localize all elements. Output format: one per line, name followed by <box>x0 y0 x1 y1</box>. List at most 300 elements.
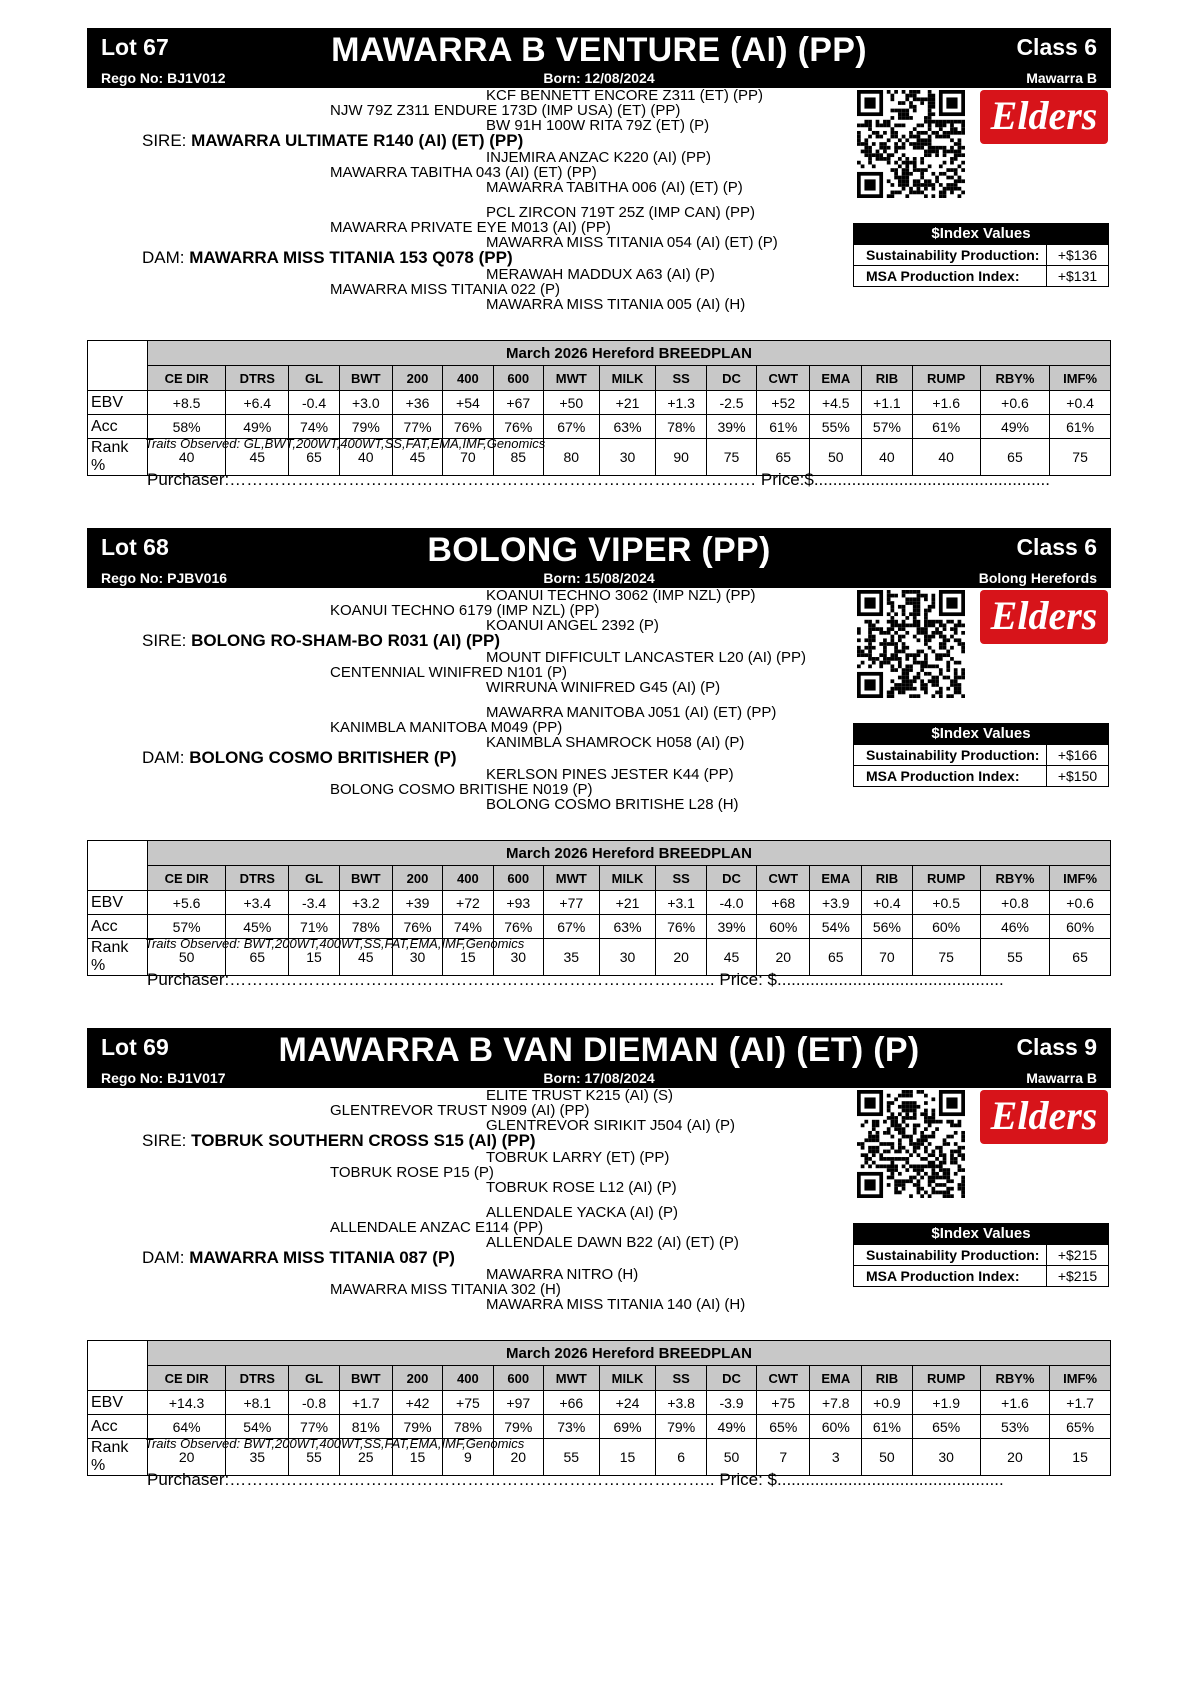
purchaser-price-line: Purchaser:………………………………………………………………………………… Price:$.................................................. <box>147 470 1050 489</box>
row-label-acc: Acc <box>88 415 148 439</box>
table-cell: +3.1 <box>656 891 706 915</box>
breedplan-title: March 2026 Hereford BREEDPLAN <box>148 1341 1111 1366</box>
trait-header: RIB <box>862 1366 912 1391</box>
table-cell: 15 <box>1050 1439 1111 1476</box>
table-cell: 50 <box>810 439 862 476</box>
sire-label: SIRE: <box>142 1131 187 1150</box>
table-cell: +4.5 <box>810 391 862 415</box>
table-cell: 65% <box>757 1415 810 1439</box>
table-cell: -0.4 <box>289 391 339 415</box>
table-cell: 90 <box>656 439 706 476</box>
table-cell: 77% <box>289 1415 339 1439</box>
dam-line <box>142 250 513 266</box>
trait-header: RBY% <box>980 866 1049 891</box>
pedigree-dam-sire-dam: KANIMBLA SHAMROCK H058 (AI) (P) <box>486 734 745 751</box>
sire-label: SIRE: <box>142 131 187 150</box>
rego-number: Rego No: BJ1V017 <box>101 1070 226 1086</box>
dam-line <box>142 750 457 766</box>
table-cell: 70 <box>443 439 493 476</box>
table-cell: 53% <box>980 1415 1049 1439</box>
table-cell: +97 <box>493 1391 543 1415</box>
dam-name: MAWARRA MISS TITANIA 153 Q078 (PP) <box>189 248 513 267</box>
table-cell: +39 <box>392 891 442 915</box>
table-cell: +3.9 <box>810 891 862 915</box>
table-cell: 39% <box>706 415 756 439</box>
table-cell: +77 <box>543 891 599 915</box>
table-cell: 57% <box>862 415 912 439</box>
table-cell: 40 <box>862 439 912 476</box>
trait-header: CWT <box>757 1366 810 1391</box>
table-cell: +0.8 <box>980 891 1049 915</box>
table-cell: 76% <box>493 415 543 439</box>
trait-header: DTRS <box>226 1366 289 1391</box>
table-cell: 49% <box>226 415 289 439</box>
table-cell: 65% <box>912 1415 980 1439</box>
purchaser-price-line: Purchaser:………………………………………………………………………….. Price: $................................................ <box>147 1470 1004 1489</box>
table-cell: 20 <box>656 939 706 976</box>
table-cell: +1.7 <box>1050 1391 1111 1415</box>
table-cell: +1.7 <box>339 1391 392 1415</box>
sire-line <box>142 1133 536 1149</box>
table-cell: 55 <box>289 1439 339 1476</box>
trait-header: 600 <box>493 1366 543 1391</box>
table-cell: +54 <box>443 391 493 415</box>
animal-name: BOLONG VIPER (PP) <box>427 531 771 569</box>
trait-header: EMA <box>810 866 862 891</box>
table-cell: 45 <box>392 439 442 476</box>
table-cell: 76% <box>392 915 442 939</box>
msa-label: MSA Production Index: <box>854 266 1047 286</box>
table-cell: 74% <box>289 415 339 439</box>
pedigree-sire-dam-dam: TOBRUK ROSE L12 (AI) (P) <box>486 1179 677 1196</box>
index-values-box <box>853 1223 1109 1287</box>
pedigree-dam-dam-dam: MAWARRA MISS TITANIA 005 (AI) (H) <box>486 296 746 313</box>
table-cell: 65 <box>289 439 339 476</box>
index-values-box <box>853 723 1109 787</box>
trait-header: CWT <box>757 366 810 391</box>
lot-header <box>87 1028 1111 1088</box>
table-cell: 45 <box>226 439 289 476</box>
sustainability-label: Sustainability Production: <box>854 245 1047 265</box>
table-cell: 49% <box>706 1415 756 1439</box>
table-cell: +21 <box>599 891 656 915</box>
lot-subheader <box>87 1068 1111 1088</box>
birth-date: Born: 17/08/2024 <box>543 1070 655 1086</box>
breedplan-table <box>87 840 1111 976</box>
table-cell: 67% <box>543 415 599 439</box>
table-cell: 15 <box>443 939 493 976</box>
birth-date: Born: 15/08/2024 <box>543 570 655 586</box>
pedigree-dam-sire: KANIMBLA MANITOBA M049 (PP) <box>330 719 563 736</box>
table-cell: 71% <box>289 915 339 939</box>
lot-number: Lot 67 <box>101 34 169 60</box>
elders-logo: Elders <box>980 590 1108 644</box>
dam-label: DAM: <box>142 748 185 767</box>
table-cell: +1.6 <box>980 1391 1049 1415</box>
index-values-title: $Index Values <box>854 1224 1108 1244</box>
sire-name: TOBRUK SOUTHERN CROSS S15 (AI) (PP) <box>191 1131 536 1150</box>
lot-subheader <box>87 568 1111 588</box>
trait-header: EMA <box>810 366 862 391</box>
table-cell: 61% <box>757 415 810 439</box>
animal-name: MAWARRA B VAN DIEMAN (AI) (ET) (P) <box>278 1031 920 1069</box>
table-cell: 20 <box>980 1439 1049 1476</box>
sire-name: MAWARRA ULTIMATE R140 (AI) (ET) (PP) <box>191 131 524 150</box>
table-cell: +0.6 <box>980 391 1049 415</box>
pedigree-dam-sire-sire: PCL ZIRCON 719T 25Z (IMP CAN) (PP) <box>486 204 755 221</box>
table-cell: 70 <box>862 939 912 976</box>
table-cell: 30 <box>599 939 656 976</box>
row-label-acc: Acc <box>88 915 148 939</box>
table-cell: -4.0 <box>706 891 756 915</box>
table-cell: +8.5 <box>148 391 226 415</box>
breeder-name: Bolong Herefords <box>978 570 1097 586</box>
pedigree-dam-dam: BOLONG COSMO BRITISHE N019 (P) <box>330 781 593 798</box>
trait-header: GL <box>289 866 339 891</box>
purchaser-price-line: Purchaser:………………………………………………………………………….. Price: $................................................ <box>147 970 1004 989</box>
lot-subheader <box>87 68 1111 88</box>
trait-header: 600 <box>493 866 543 891</box>
pedigree-sire-sire: NJW 79Z Z311 ENDURE 173D (IMP USA) (ET) (PP) <box>330 102 681 119</box>
breeder-name: Mawarra B <box>1026 1070 1097 1086</box>
msa-value: +$150 <box>1057 768 1098 784</box>
table-cell: 54% <box>810 915 862 939</box>
pedigree-sire-dam: TOBRUK ROSE P15 (P) <box>330 1164 494 1181</box>
msa-value: +$215 <box>1057 1268 1098 1284</box>
breedplan-table <box>87 340 1111 476</box>
trait-header: IMF% <box>1050 366 1111 391</box>
table-cell: 20 <box>757 939 810 976</box>
table-cell: 69% <box>599 1415 656 1439</box>
table-cell: 7 <box>757 1439 810 1476</box>
row-label-rank: Rank % <box>88 939 148 976</box>
table-corner <box>88 1341 148 1391</box>
table-cell: 30 <box>493 939 543 976</box>
sustainability-row <box>854 744 1108 765</box>
table-cell: 79% <box>493 1415 543 1439</box>
table-row <box>88 1391 1111 1415</box>
table-cell: 79% <box>656 1415 706 1439</box>
table-cell: 35 <box>226 1439 289 1476</box>
lot-header <box>87 528 1111 588</box>
sustainability-label: Sustainability Production: <box>854 1245 1047 1265</box>
table-cell: 81% <box>339 1415 392 1439</box>
trait-header: 200 <box>392 366 442 391</box>
qr-code-icon[interactable] <box>857 1090 965 1198</box>
pedigree-sire-sire-dam: GLENTREVOR SIRIKIT J504 (AI) (P) <box>486 1117 735 1134</box>
sustainability-value: +$136 <box>1057 247 1098 263</box>
breedplan-title: March 2026 Hereford BREEDPLAN <box>148 841 1111 866</box>
trait-header: RUMP <box>912 1366 980 1391</box>
sire-line <box>142 633 500 649</box>
pedigree-dam-dam: MAWARRA MISS TITANIA 302 (H) <box>330 1281 561 1298</box>
elders-logo: Elders <box>980 90 1108 144</box>
table-cell: -0.8 <box>289 1391 339 1415</box>
trait-header: BWT <box>339 366 392 391</box>
table-cell: 6 <box>656 1439 706 1476</box>
class-number: Class 6 <box>1016 34 1097 60</box>
table-cell: +8.1 <box>226 1391 289 1415</box>
table-cell: 65 <box>1050 939 1111 976</box>
trait-header: 600 <box>493 366 543 391</box>
traits-observed: Traits Observed: BWT,200WT,400WT,SS,FAT,EMA,IMF,Genomics <box>145 936 525 951</box>
trait-header: BWT <box>339 1366 392 1391</box>
trait-header: CWT <box>757 866 810 891</box>
pedigree-dam-dam-dam: MAWARRA MISS TITANIA 140 (AI) (H) <box>486 1296 746 1313</box>
rego-number: Rego No: BJ1V012 <box>101 70 226 86</box>
table-cell: 67% <box>543 915 599 939</box>
trait-header: 400 <box>443 866 493 891</box>
pedigree-sire-dam-sire: MOUNT DIFFICULT LANCASTER L20 (AI) (PP) <box>486 649 807 666</box>
table-cell: 50 <box>862 1439 912 1476</box>
dam-label: DAM: <box>142 248 185 267</box>
sire-label: SIRE: <box>142 631 187 650</box>
table-cell: +52 <box>757 391 810 415</box>
table-cell: -2.5 <box>706 391 756 415</box>
pedigree-sire-dam-dam: MAWARRA TABITHA 006 (AI) (ET) (P) <box>486 179 743 196</box>
table-cell: 20 <box>148 1439 226 1476</box>
trait-header: RBY% <box>980 1366 1049 1391</box>
table-cell: 65 <box>810 939 862 976</box>
trait-header: DTRS <box>226 366 289 391</box>
pedigree-sire-dam-dam: WIRRUNA WINIFRED G45 (AI) (P) <box>486 679 721 696</box>
trait-header: RUMP <box>912 366 980 391</box>
table-cell: +0.9 <box>862 1391 912 1415</box>
table-cell: +75 <box>757 1391 810 1415</box>
breedplan-table <box>87 1340 1111 1476</box>
trait-header: EMA <box>810 1366 862 1391</box>
trait-header: IMF% <box>1050 866 1111 891</box>
pedigree-dam-sire: MAWARRA PRIVATE EYE M013 (AI) (PP) <box>330 219 611 236</box>
pedigree-dam-sire-sire: MAWARRA MANITOBA J051 (AI) (ET) (PP) <box>486 704 777 721</box>
elders-logo: Elders <box>980 1090 1108 1144</box>
table-cell: 54% <box>226 1415 289 1439</box>
animal-name: MAWARRA B VENTURE (AI) (PP) <box>331 31 867 69</box>
trait-header: DC <box>706 1366 756 1391</box>
table-row <box>88 391 1111 415</box>
table-cell: 60% <box>757 915 810 939</box>
table-cell: +0.4 <box>862 891 912 915</box>
table-cell: 64% <box>148 1415 226 1439</box>
table-cell: +21 <box>599 391 656 415</box>
pedigree-sire-sire: KOANUI TECHNO 6179 (IMP NZL) (PP) <box>330 602 600 619</box>
trait-header: RBY% <box>980 366 1049 391</box>
sustainability-label: Sustainability Production: <box>854 745 1047 765</box>
pedigree-sire-dam-sire: TOBRUK LARRY (ET) (PP) <box>486 1149 670 1166</box>
table-cell: 76% <box>443 415 493 439</box>
pedigree-sire-sire: GLENTREVOR TRUST N909 (AI) (PP) <box>330 1102 590 1119</box>
trait-header: RIB <box>862 866 912 891</box>
pedigree-dam-dam-sire: KERLSON PINES JESTER K44 (PP) <box>486 766 734 783</box>
row-label-ebv: EBV <box>88 1391 148 1415</box>
dam-line <box>142 1250 455 1266</box>
trait-header: MWT <box>543 866 599 891</box>
sire-name: BOLONG RO-SHAM-BO R031 (AI) (PP) <box>191 631 500 650</box>
trait-header: CE DIR <box>148 1366 226 1391</box>
trait-header: RIB <box>862 366 912 391</box>
table-cell: 50 <box>148 939 226 976</box>
table-corner <box>88 341 148 391</box>
table-cell: +1.6 <box>912 391 980 415</box>
trait-header: MILK <box>599 1366 656 1391</box>
table-cell: 61% <box>912 415 980 439</box>
qr-code-icon[interactable] <box>857 590 965 698</box>
table-cell: +5.6 <box>148 891 226 915</box>
table-cell: +1.3 <box>656 391 706 415</box>
trait-header: SS <box>656 866 706 891</box>
row-label-ebv: EBV <box>88 391 148 415</box>
table-cell: +66 <box>543 1391 599 1415</box>
table-cell: +67 <box>493 391 543 415</box>
trait-header: CE DIR <box>148 866 226 891</box>
table-cell: +3.4 <box>226 891 289 915</box>
table-cell: 75 <box>706 439 756 476</box>
table-cell: +1.9 <box>912 1391 980 1415</box>
row-label-acc: Acc <box>88 1415 148 1439</box>
class-number: Class 9 <box>1016 1034 1097 1060</box>
lot-number: Lot 69 <box>101 1034 169 1060</box>
table-cell: 15 <box>289 939 339 976</box>
pedigree-sire-sire-sire: KCF BENNETT ENCORE Z311 (ET) (PP) <box>486 87 763 104</box>
table-cell: 60% <box>810 1415 862 1439</box>
table-cell: -3.4 <box>289 891 339 915</box>
trait-header: SS <box>656 366 706 391</box>
table-cell: 25 <box>339 1439 392 1476</box>
pedigree-dam-dam-sire: MAWARRA NITRO (H) <box>486 1266 639 1283</box>
trait-header: 200 <box>392 1366 442 1391</box>
table-row <box>88 891 1111 915</box>
pedigree <box>87 588 847 838</box>
pedigree <box>87 1088 847 1338</box>
table-cell: 55 <box>543 1439 599 1476</box>
table-cell: 40 <box>339 439 392 476</box>
table-cell: -3.9 <box>706 1391 756 1415</box>
table-cell: +93 <box>493 891 543 915</box>
index-values-title: $Index Values <box>854 224 1108 244</box>
table-cell: +3.2 <box>339 891 392 915</box>
table-cell: 3 <box>810 1439 862 1476</box>
trait-header: MILK <box>599 866 656 891</box>
lot-card <box>87 1028 1111 1489</box>
table-cell: +72 <box>443 891 493 915</box>
table-cell: 45 <box>706 939 756 976</box>
trait-header: MILK <box>599 366 656 391</box>
table-cell: 80 <box>543 439 599 476</box>
msa-row <box>854 1265 1108 1286</box>
table-cell: +75 <box>443 1391 493 1415</box>
pedigree-sire-sire-dam: BW 91H 100W RITA 79Z (ET) (P) <box>486 117 710 134</box>
table-cell: 55% <box>810 415 862 439</box>
lot-card <box>87 28 1111 489</box>
table-cell: +7.8 <box>810 1391 862 1415</box>
table-cell: +68 <box>757 891 810 915</box>
pedigree <box>87 88 847 338</box>
table-cell: +6.4 <box>226 391 289 415</box>
pedigree-dam-dam: MAWARRA MISS TITANIA 022 (P) <box>330 281 561 298</box>
table-cell: +3.8 <box>656 1391 706 1415</box>
table-cell: 15 <box>599 1439 656 1476</box>
table-cell: +42 <box>392 1391 442 1415</box>
table-cell: 78% <box>656 415 706 439</box>
table-cell: 79% <box>339 415 392 439</box>
table-cell: 30 <box>912 1439 980 1476</box>
msa-label: MSA Production Index: <box>854 766 1047 786</box>
pedigree-sire-dam: MAWARRA TABITHA 043 (AI) (ET) (PP) <box>330 164 597 181</box>
trait-header: RUMP <box>912 866 980 891</box>
dam-name: MAWARRA MISS TITANIA 087 (P) <box>189 1248 455 1267</box>
table-cell: 15 <box>392 1439 442 1476</box>
trait-header: GL <box>289 1366 339 1391</box>
birth-date: Born: 12/08/2024 <box>543 70 655 86</box>
table-cell: 65 <box>226 939 289 976</box>
msa-row <box>854 265 1108 286</box>
table-row <box>88 915 1111 939</box>
msa-value: +$131 <box>1057 268 1098 284</box>
table-cell: 78% <box>339 915 392 939</box>
table-cell: +1.1 <box>862 391 912 415</box>
table-cell: 79% <box>392 1415 442 1439</box>
row-label-ebv: EBV <box>88 891 148 915</box>
table-cell: 75 <box>912 939 980 976</box>
table-cell: 77% <box>392 415 442 439</box>
table-cell: 40 <box>148 439 226 476</box>
table-cell: 45% <box>226 915 289 939</box>
table-cell: +0.5 <box>912 891 980 915</box>
pedigree-dam-dam-sire: MERAWAH MADDUX A63 (AI) (P) <box>486 266 715 283</box>
lot-card <box>87 528 1111 989</box>
trait-header: DTRS <box>226 866 289 891</box>
table-cell: 73% <box>543 1415 599 1439</box>
table-cell: 76% <box>493 915 543 939</box>
traits-observed: Traits Observed: BWT,200WT,400WT,SS,FAT,EMA,IMF,Genomics <box>145 1436 525 1451</box>
sustainability-value: +$215 <box>1057 1247 1098 1263</box>
pedigree-dam-sire-dam: ALLENDALE DAWN B22 (AI) (ET) (P) <box>486 1234 739 1251</box>
table-cell: 30 <box>392 939 442 976</box>
pedigree-sire-sire-dam: KOANUI ANGEL 2392 (P) <box>486 617 659 634</box>
table-cell: 45 <box>339 939 392 976</box>
trait-header: MWT <box>543 366 599 391</box>
table-cell: 76% <box>656 915 706 939</box>
sustainability-row <box>854 244 1108 265</box>
dam-label: DAM: <box>142 1248 185 1267</box>
trait-header: MWT <box>543 1366 599 1391</box>
trait-header: IMF% <box>1050 1366 1111 1391</box>
row-label-rank: Rank % <box>88 1439 148 1476</box>
table-cell: 39% <box>706 915 756 939</box>
index-values-title: $Index Values <box>854 724 1108 744</box>
pedigree-dam-sire-dam: MAWARRA MISS TITANIA 054 (AI) (ET) (P) <box>486 234 778 251</box>
dam-name: BOLONG COSMO BRITISHER (P) <box>189 748 457 767</box>
trait-header: GL <box>289 366 339 391</box>
table-cell: 78% <box>443 1415 493 1439</box>
qr-code-icon[interactable] <box>857 90 965 198</box>
pedigree-sire-sire-sire: ELITE TRUST K215 (AI) (S) <box>486 1087 673 1104</box>
index-values-box <box>853 223 1109 287</box>
table-cell: 75 <box>1050 439 1111 476</box>
table-cell: 65 <box>757 439 810 476</box>
pedigree-dam-sire-sire: ALLENDALE YACKA (AI) (P) <box>486 1204 679 1221</box>
table-cell: +3.0 <box>339 391 392 415</box>
table-cell: 49% <box>980 415 1049 439</box>
table-cell: 85 <box>493 439 543 476</box>
table-cell: 65% <box>1050 1415 1111 1439</box>
table-cell: 60% <box>1050 915 1111 939</box>
table-cell: 55 <box>980 939 1049 976</box>
table-cell: +24 <box>599 1391 656 1415</box>
pedigree-sire-sire-sire: KOANUI TECHNO 3062 (IMP NZL) (PP) <box>486 587 756 604</box>
trait-header: 200 <box>392 866 442 891</box>
table-cell: 20 <box>493 1439 543 1476</box>
